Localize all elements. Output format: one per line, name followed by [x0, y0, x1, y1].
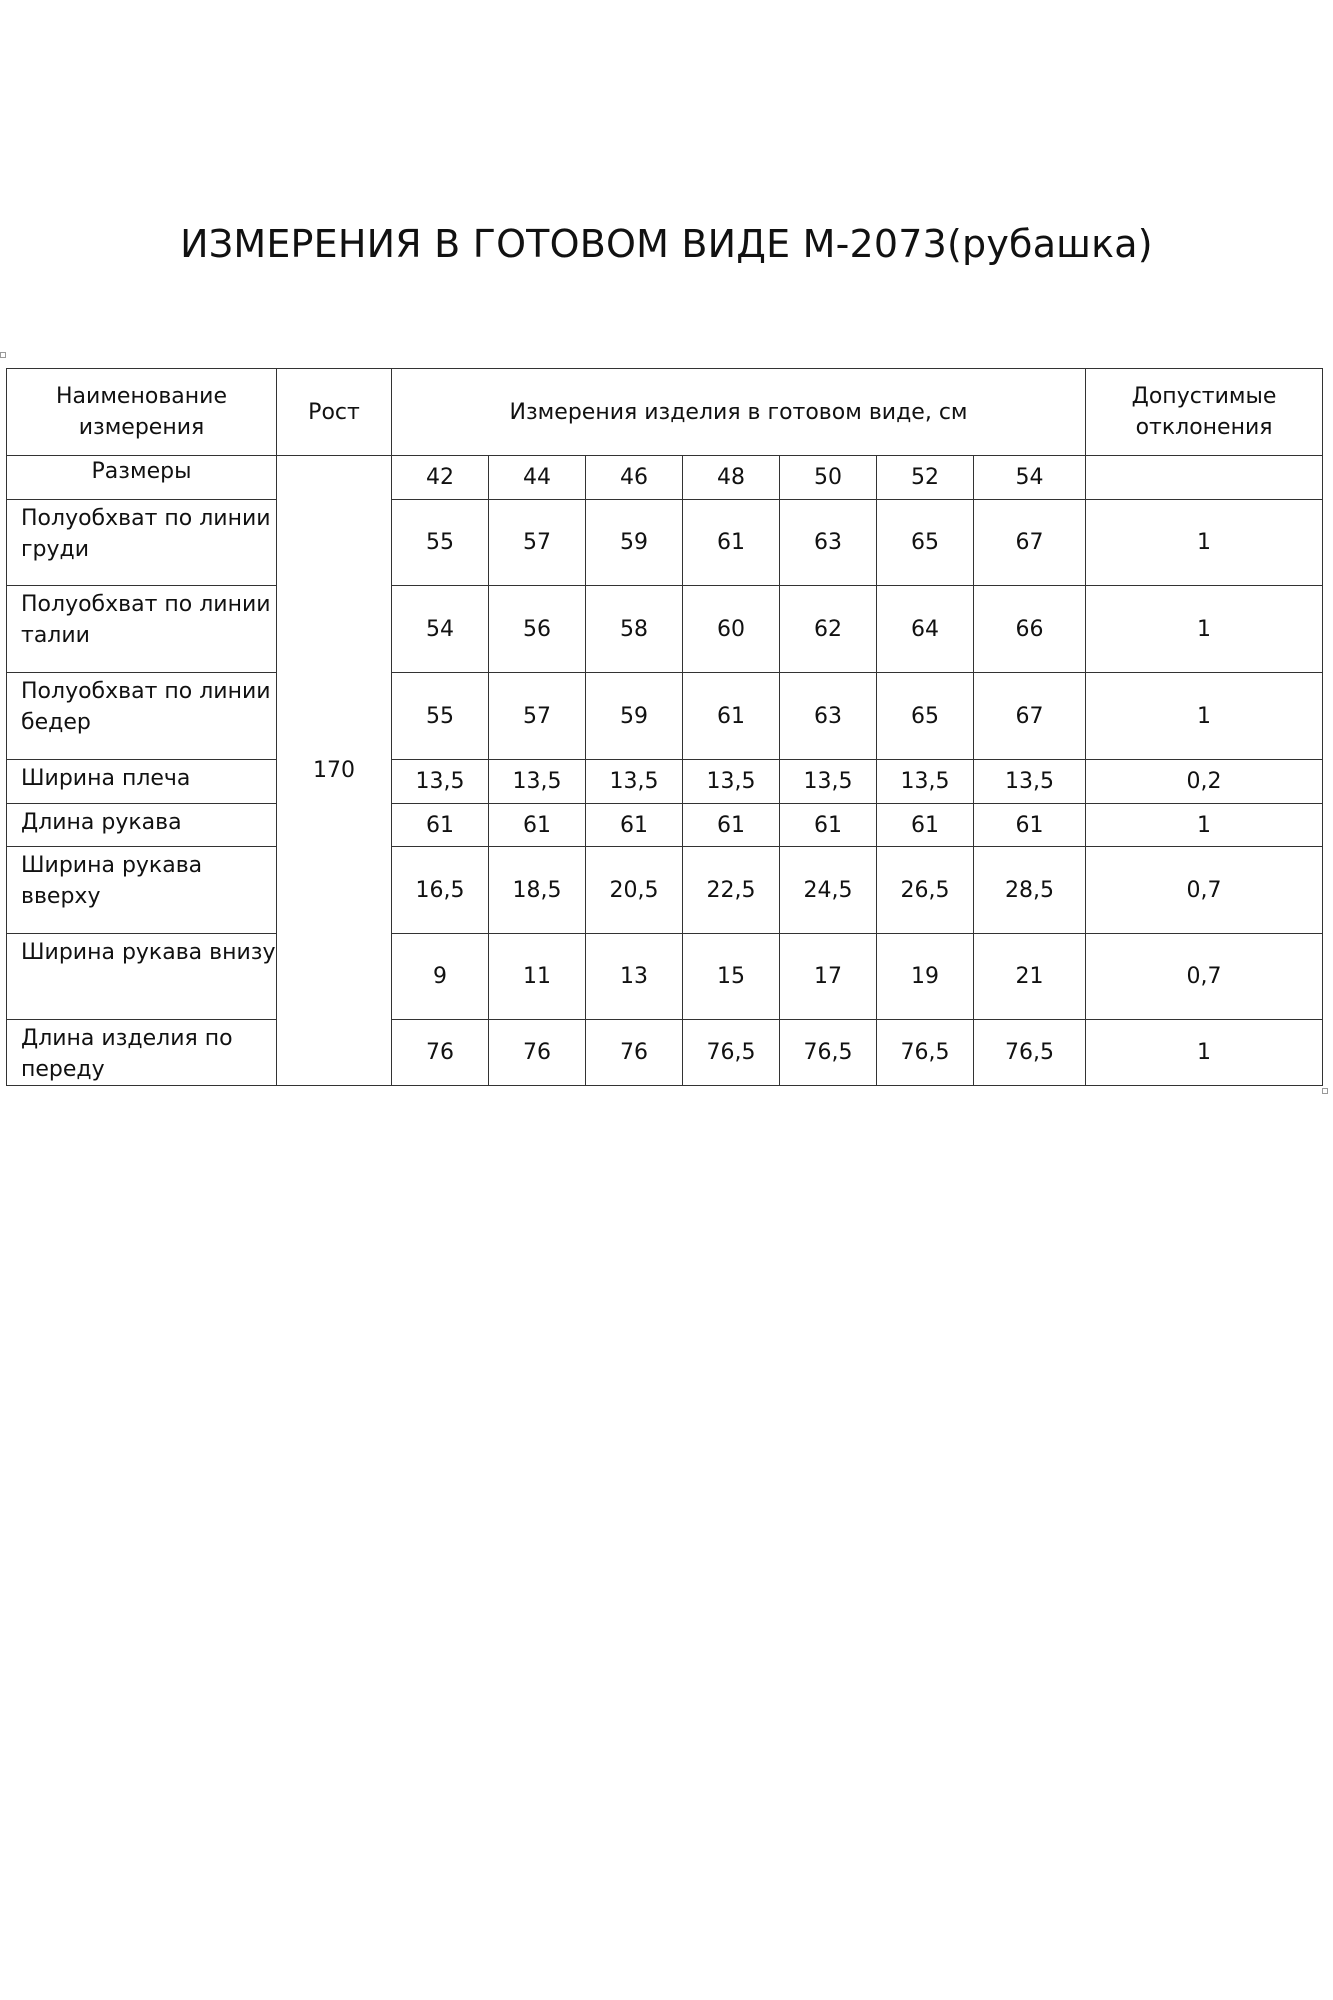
value-cell: 57	[489, 673, 586, 760]
size-cell: 54	[974, 456, 1086, 500]
measurements-table	[6, 368, 1323, 1086]
size-cell: 50	[780, 456, 877, 500]
value-cell: 28,5	[974, 847, 1086, 934]
table-row	[7, 847, 1323, 934]
value-cell: 76	[489, 1020, 586, 1086]
value-cell: 13,5	[780, 760, 877, 804]
value-cell: 17	[780, 934, 877, 1020]
size-cell: 46	[586, 456, 683, 500]
measurement-name: Ширина плеча	[7, 760, 277, 804]
value-cell: 11	[489, 934, 586, 1020]
tolerance-cell: 0,7	[1086, 934, 1323, 1020]
value-cell: 19	[877, 934, 974, 1020]
value-cell: 21	[974, 934, 1086, 1020]
value-cell: 76,5	[974, 1020, 1086, 1086]
value-cell: 76,5	[683, 1020, 780, 1086]
value-cell: 63	[780, 673, 877, 760]
value-cell: 26,5	[877, 847, 974, 934]
measurement-name: Полуобхват по линии груди	[7, 500, 277, 586]
value-cell: 59	[586, 500, 683, 586]
value-cell: 61	[877, 804, 974, 847]
value-cell: 61	[392, 804, 489, 847]
measurement-name: Длина рукава	[7, 804, 277, 847]
value-cell: 63	[780, 500, 877, 586]
value-cell: 16,5	[392, 847, 489, 934]
tolerance-cell: 1	[1086, 500, 1323, 586]
value-cell: 13,5	[489, 760, 586, 804]
table-anchor-marker	[0, 352, 6, 358]
value-cell: 67	[974, 500, 1086, 586]
value-cell: 24,5	[780, 847, 877, 934]
tolerance-cell: 0,7	[1086, 847, 1323, 934]
value-cell: 76,5	[877, 1020, 974, 1086]
value-cell: 57	[489, 500, 586, 586]
value-cell: 61	[683, 673, 780, 760]
value-cell: 60	[683, 586, 780, 673]
value-cell: 65	[877, 673, 974, 760]
value-cell: 61	[586, 804, 683, 847]
table-row	[7, 804, 1323, 847]
table-row	[7, 1020, 1323, 1086]
page-title: ИЗМЕРЕНИЯ В ГОТОВОМ ВИДЕ М-2073(рубашка)	[180, 222, 1153, 266]
value-cell: 13,5	[974, 760, 1086, 804]
value-cell: 13,5	[392, 760, 489, 804]
value-cell: 61	[780, 804, 877, 847]
value-cell: 59	[586, 673, 683, 760]
tolerance-blank	[1086, 456, 1323, 500]
value-cell: 15	[683, 934, 780, 1020]
header-name: Наименование измерения	[7, 369, 277, 456]
tolerance-cell: 1	[1086, 586, 1323, 673]
size-cell: 42	[392, 456, 489, 500]
table-row	[7, 760, 1323, 804]
value-cell: 61	[683, 804, 780, 847]
value-cell: 55	[392, 673, 489, 760]
measurement-name: Полуобхват по линии бедер	[7, 673, 277, 760]
value-cell: 22,5	[683, 847, 780, 934]
header-tolerance: Допустимые отклонения	[1086, 369, 1323, 456]
tolerance-cell: 1	[1086, 1020, 1323, 1086]
tolerance-cell: 0,2	[1086, 760, 1323, 804]
table-row	[7, 934, 1323, 1020]
table-resize-marker	[1322, 1088, 1328, 1094]
value-cell: 56	[489, 586, 586, 673]
value-cell: 13	[586, 934, 683, 1020]
value-cell: 55	[392, 500, 489, 586]
value-cell: 13,5	[683, 760, 780, 804]
measurement-name: Полуобхват по линии талии	[7, 586, 277, 673]
table-row	[7, 586, 1323, 673]
measurement-name: Ширина рукава внизу	[7, 934, 277, 1020]
value-cell: 9	[392, 934, 489, 1020]
measurement-name: Длина изделия по переду	[7, 1020, 277, 1086]
value-cell: 54	[392, 586, 489, 673]
value-cell: 62	[780, 586, 877, 673]
value-cell: 61	[683, 500, 780, 586]
size-cell: 52	[877, 456, 974, 500]
value-cell: 65	[877, 500, 974, 586]
value-cell: 66	[974, 586, 1086, 673]
value-cell: 61	[489, 804, 586, 847]
value-cell: 18,5	[489, 847, 586, 934]
tolerance-cell: 1	[1086, 673, 1323, 760]
height-value: 170	[277, 456, 392, 1086]
measurement-name: Ширина рукава вверху	[7, 847, 277, 934]
value-cell: 61	[974, 804, 1086, 847]
header-row	[7, 369, 1323, 456]
tolerance-cell: 1	[1086, 804, 1323, 847]
value-cell: 13,5	[586, 760, 683, 804]
value-cell: 67	[974, 673, 1086, 760]
header-height: Рост	[277, 369, 392, 456]
size-cell: 48	[683, 456, 780, 500]
header-measurements: Измерения изделия в готовом виде, см	[392, 369, 1086, 456]
value-cell: 76,5	[780, 1020, 877, 1086]
size-cell: 44	[489, 456, 586, 500]
value-cell: 64	[877, 586, 974, 673]
value-cell: 76	[392, 1020, 489, 1086]
sizes-label: Размеры	[7, 456, 277, 500]
value-cell: 13,5	[877, 760, 974, 804]
value-cell: 58	[586, 586, 683, 673]
table-row	[7, 673, 1323, 760]
value-cell: 76	[586, 1020, 683, 1086]
value-cell: 20,5	[586, 847, 683, 934]
table-row	[7, 500, 1323, 586]
sizes-row	[7, 456, 1323, 500]
